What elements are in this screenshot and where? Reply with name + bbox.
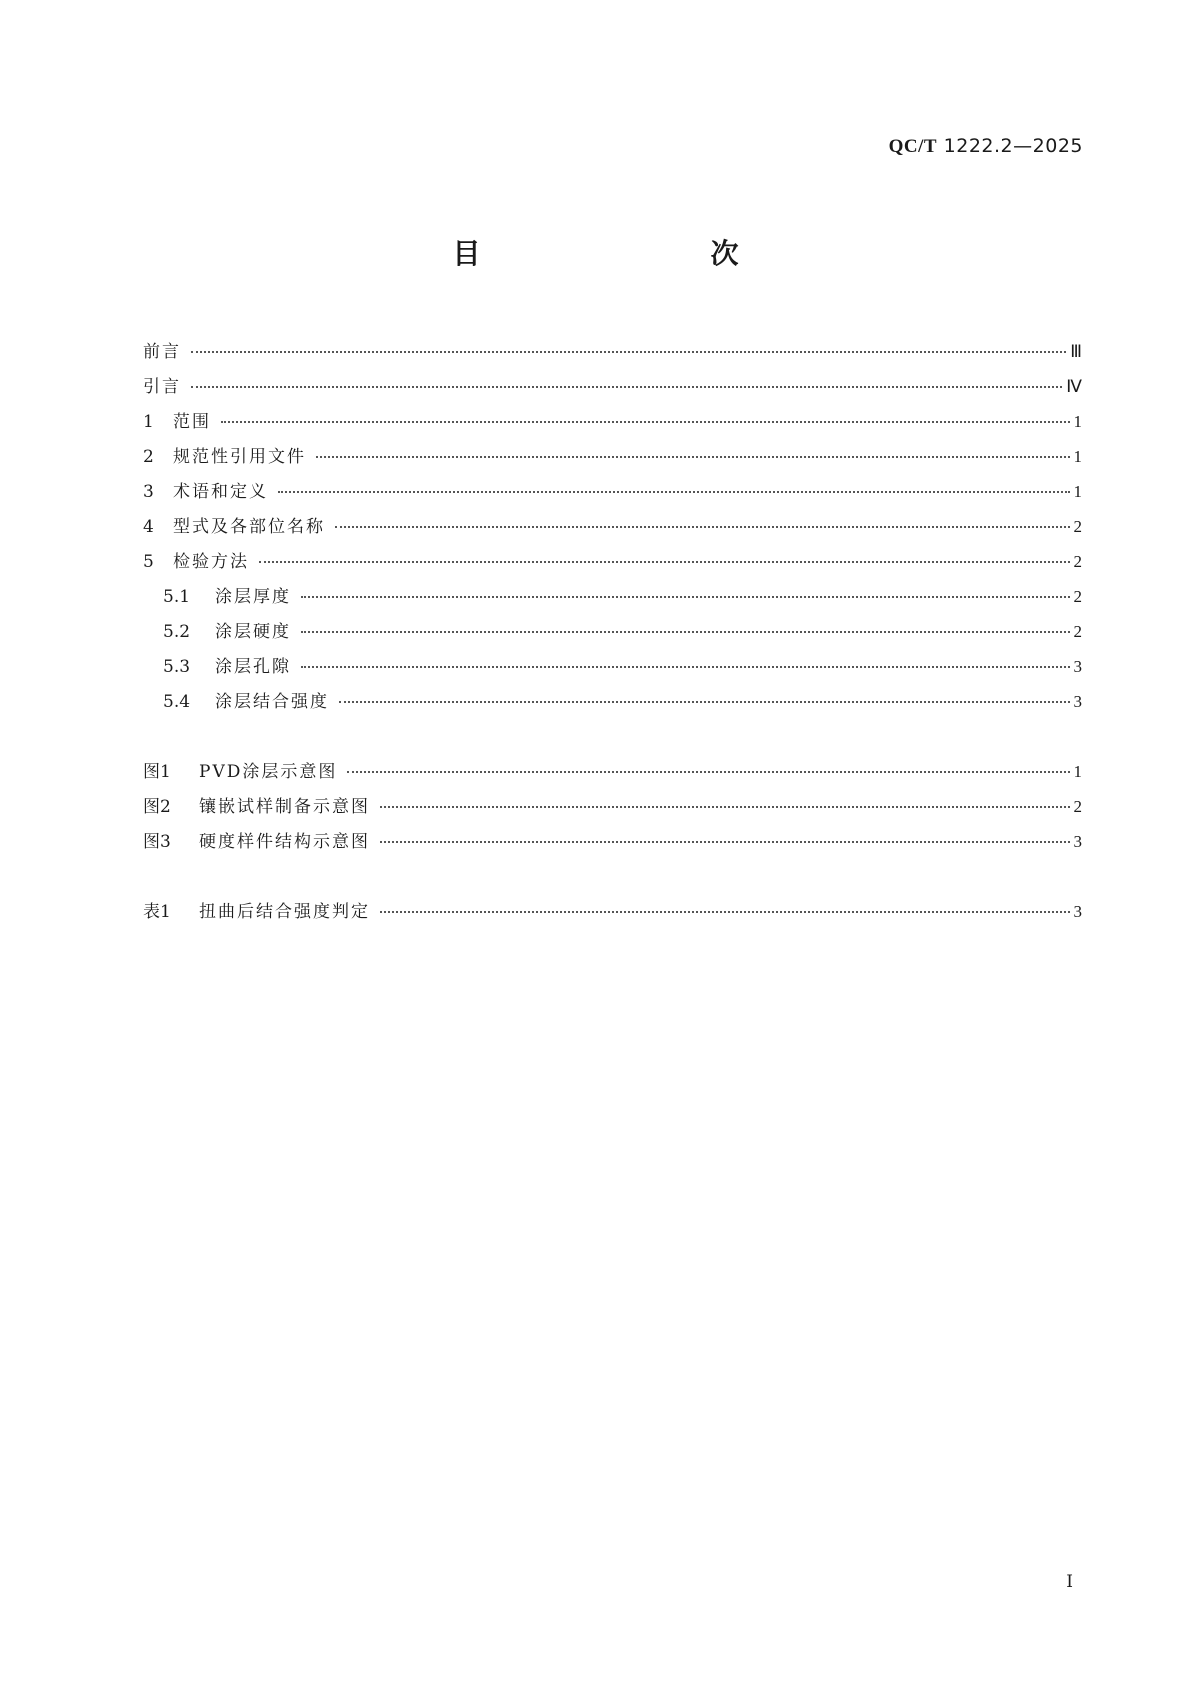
toc-entry-label: 3 术语和定义 bbox=[143, 482, 268, 502]
dot-leader bbox=[380, 806, 1070, 808]
toc-page-number: 1 bbox=[1073, 447, 1082, 466]
dot-leader bbox=[301, 631, 1070, 633]
toc-page-number: 3 bbox=[1073, 657, 1082, 676]
toc-entry-5-4[interactable] bbox=[143, 684, 1082, 719]
toc-page-number: 2 bbox=[1073, 587, 1082, 606]
toc-page-number: 2 bbox=[1073, 797, 1082, 816]
toc-title: 目 次 bbox=[452, 237, 797, 270]
toc-entry-label: 5.4 涂层结合强度 bbox=[163, 692, 329, 712]
dot-leader bbox=[301, 596, 1070, 598]
toc-entry-label: 5.1 涂层厚度 bbox=[163, 587, 291, 607]
standard-code bbox=[889, 135, 1083, 158]
table-of-contents bbox=[143, 334, 1082, 929]
toc-entry-label: 2 规范性引用文件 bbox=[143, 447, 306, 467]
toc-entry-label: 图3 硬度样件结构示意图 bbox=[143, 832, 370, 852]
toc-entry-table-1[interactable] bbox=[143, 894, 1082, 929]
toc-page-number: 1 bbox=[1073, 482, 1082, 501]
toc-page-number: 3 bbox=[1073, 692, 1082, 711]
page-number: Ⅰ bbox=[1066, 1572, 1073, 1592]
toc-page-number: 3 bbox=[1073, 832, 1082, 851]
toc-entry-introduction[interactable] bbox=[143, 369, 1082, 404]
toc-entry-5-2[interactable] bbox=[143, 614, 1082, 649]
toc-entry-label: 图2 镶嵌试样制备示意图 bbox=[143, 797, 370, 817]
toc-page-number: 1 bbox=[1073, 412, 1082, 431]
toc-entry-preface[interactable] bbox=[143, 334, 1082, 369]
dot-leader bbox=[339, 701, 1070, 703]
toc-entry-label: 前言 bbox=[143, 342, 181, 362]
toc-entry-3[interactable] bbox=[143, 474, 1082, 509]
toc-page-number: 2 bbox=[1073, 552, 1082, 571]
toc-entry-label: 表1 扭曲后结合强度判定 bbox=[143, 902, 370, 922]
toc-entry-figure-1[interactable] bbox=[143, 754, 1082, 789]
dot-leader bbox=[316, 456, 1070, 458]
toc-page-number: 3 bbox=[1073, 902, 1082, 921]
toc-entry-2[interactable] bbox=[143, 439, 1082, 474]
toc-entry-4[interactable] bbox=[143, 509, 1082, 544]
toc-entry-1[interactable] bbox=[143, 404, 1082, 439]
dot-leader bbox=[259, 561, 1070, 563]
dot-leader bbox=[191, 351, 1066, 353]
toc-entry-figure-3[interactable] bbox=[143, 824, 1082, 859]
dot-leader bbox=[301, 666, 1070, 668]
toc-entry-label: 图1 PVD涂层示意图 bbox=[143, 762, 338, 782]
toc-page-number: Ⅳ bbox=[1066, 377, 1082, 396]
dot-leader bbox=[380, 841, 1070, 843]
dot-leader bbox=[221, 421, 1070, 423]
dot-leader bbox=[278, 491, 1070, 493]
dot-leader bbox=[380, 911, 1070, 913]
dot-leader bbox=[191, 386, 1062, 388]
toc-entry-5[interactable] bbox=[143, 544, 1082, 579]
toc-entry-label: 5.3 涂层孔隙 bbox=[163, 657, 291, 677]
toc-entry-label: 1 范围 bbox=[143, 412, 211, 432]
toc-entry-figure-2[interactable] bbox=[143, 789, 1082, 824]
toc-page-number: 1 bbox=[1073, 762, 1082, 781]
dot-leader bbox=[335, 526, 1070, 528]
standard-code-prefix: QC/T bbox=[888, 136, 938, 157]
toc-page-number: 2 bbox=[1073, 517, 1082, 536]
standard-code-number: 1222.2—2025 bbox=[943, 135, 1083, 157]
toc-page-number: 2 bbox=[1073, 622, 1082, 641]
dot-leader bbox=[347, 771, 1069, 773]
toc-entry-label: 引言 bbox=[143, 377, 181, 397]
toc-page-number: Ⅲ bbox=[1070, 342, 1082, 361]
toc-entry-5-1[interactable] bbox=[143, 579, 1082, 614]
toc-entry-label: 5.2 涂层硬度 bbox=[163, 622, 291, 642]
toc-entry-5-3[interactable] bbox=[143, 649, 1082, 684]
toc-entry-label: 4 型式及各部位名称 bbox=[143, 517, 325, 537]
toc-entry-label: 5 检验方法 bbox=[143, 552, 249, 572]
